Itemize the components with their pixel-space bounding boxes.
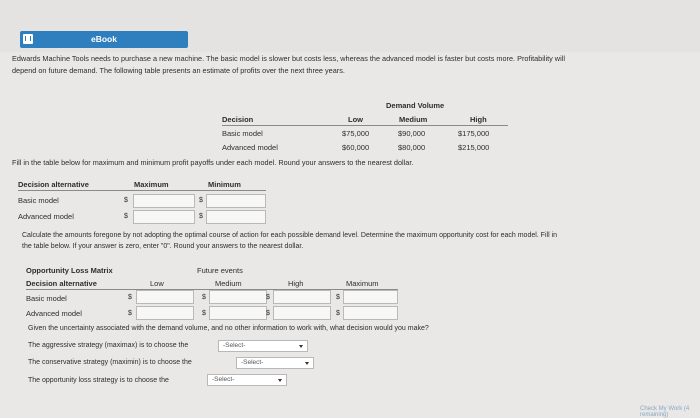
- advanced-maximum-loss-input[interactable]: [343, 306, 398, 320]
- opportunity-strategy-label: The opportunity loss strategy is to choose the: [28, 377, 169, 384]
- basic-low-loss-input[interactable]: [136, 290, 194, 304]
- medium-header: Medium: [215, 279, 242, 288]
- basic-maximum-loss-input[interactable]: [343, 290, 398, 304]
- decision-col-header: Decision: [222, 115, 254, 124]
- dollar-sign: $: [124, 197, 128, 204]
- chevron-down-icon: [278, 379, 282, 382]
- low-col-header: Low: [348, 115, 363, 124]
- minimum-header: Minimum: [208, 180, 241, 189]
- check-my-work-link[interactable]: Check My Work (4 remaining): [640, 406, 690, 418]
- chevron-down-icon: [305, 362, 309, 365]
- table-row-label: Advanced model: [222, 143, 278, 152]
- table-cell: $75,000: [342, 129, 370, 138]
- opportunity-matrix-title: Opportunity Loss Matrix: [26, 266, 113, 275]
- dollar-sign: $: [266, 310, 270, 317]
- opportunity-row-advanced-label: Advanced model: [26, 309, 82, 318]
- future-events-header: Future events: [197, 266, 243, 275]
- high-header: High: [288, 279, 304, 288]
- dollar-sign: $: [336, 310, 340, 317]
- table-cell: $60,000: [342, 143, 370, 152]
- basic-maximum-input[interactable]: [133, 194, 195, 208]
- select-value: -Select-: [212, 376, 235, 383]
- table-row-label: Basic model: [222, 129, 263, 138]
- decision-alternative-header: Decision alternative: [26, 279, 97, 288]
- opportunity-instruction-2: the table below. If your answer is zero, enter "0". Round your answers to the nearest dollar.: [22, 243, 304, 250]
- dollar-sign: $: [199, 213, 203, 220]
- advanced-maximum-input[interactable]: [133, 210, 195, 224]
- opportunity-loss-select[interactable]: [207, 374, 287, 386]
- minmax-instruction: Fill in the table below for maximum and minimum profit payoffs under each model. Round your answers to the nearest dollar.: [12, 158, 414, 167]
- dollar-sign: $: [199, 197, 203, 204]
- high-col-header: High: [470, 115, 487, 124]
- table-cell: $175,000: [458, 129, 490, 138]
- advanced-high-loss-input[interactable]: [273, 306, 331, 320]
- dollar-sign: $: [124, 213, 128, 220]
- select-value: -Select-: [241, 359, 264, 366]
- low-header: Low: [150, 279, 164, 288]
- maximin-select[interactable]: [236, 357, 314, 369]
- dollar-sign: $: [202, 310, 206, 317]
- table-cell: $80,000: [398, 143, 426, 152]
- medium-col-header: Medium: [399, 115, 428, 124]
- demand-volume-header: Demand Volume: [386, 101, 445, 110]
- maximax-label: The aggressive strategy (maximax) is to choose the: [28, 342, 189, 349]
- dollar-sign: $: [336, 294, 340, 301]
- ebook-tab[interactable]: [20, 31, 188, 48]
- dollar-sign: $: [266, 294, 270, 301]
- minmax-row-advanced-label: Advanced model: [18, 212, 74, 221]
- ebook-label: eBook: [91, 34, 117, 44]
- opportunity-row-basic-label: Basic model: [26, 294, 67, 303]
- minmax-row-basic-label: Basic model: [18, 196, 59, 205]
- table-header-rule: [222, 125, 508, 126]
- table-cell: $90,000: [398, 129, 426, 138]
- select-value: -Select-: [223, 342, 246, 349]
- table-cell: $215,000: [458, 143, 490, 152]
- dollar-sign: $: [128, 310, 132, 317]
- strategy-question: Given the uncertainty associated with the demand volume, and no other information to work with, what decision would you make?: [28, 325, 429, 332]
- dollar-sign: $: [128, 294, 132, 301]
- advanced-medium-loss-input[interactable]: [209, 306, 267, 320]
- chevron-down-icon: [299, 345, 303, 348]
- intro-line-2: depend on future demand. The following table presents an estimate of profits over the next three years.: [12, 66, 345, 75]
- basic-medium-loss-input[interactable]: [209, 290, 267, 304]
- intro-line-1: Edwards Machine Tools needs to purchase a new machine. The basic model is slower but costs less, whereas the advanced model is faster but costs more. Profitability will: [12, 54, 565, 63]
- maximin-label: The conservative strategy (maximin) is to choose the: [28, 359, 192, 366]
- advanced-low-loss-input[interactable]: [136, 306, 194, 320]
- basic-high-loss-input[interactable]: [273, 290, 331, 304]
- decision-alternative-header: Decision alternative: [18, 180, 89, 189]
- minmax-header-rule: [18, 190, 266, 191]
- opportunity-instruction-1: Calculate the amounts foregone by not adopting the optimal course of action for each possible demand level. Determine the maximum opportunity cost for each model. Fill in: [22, 232, 558, 239]
- maximax-select[interactable]: [218, 340, 308, 352]
- basic-minimum-input[interactable]: [206, 194, 266, 208]
- advanced-minimum-input[interactable]: [206, 210, 266, 224]
- maximum-header: Maximum: [134, 180, 169, 189]
- maximum-header: Maximum: [346, 279, 379, 288]
- dollar-sign: $: [202, 294, 206, 301]
